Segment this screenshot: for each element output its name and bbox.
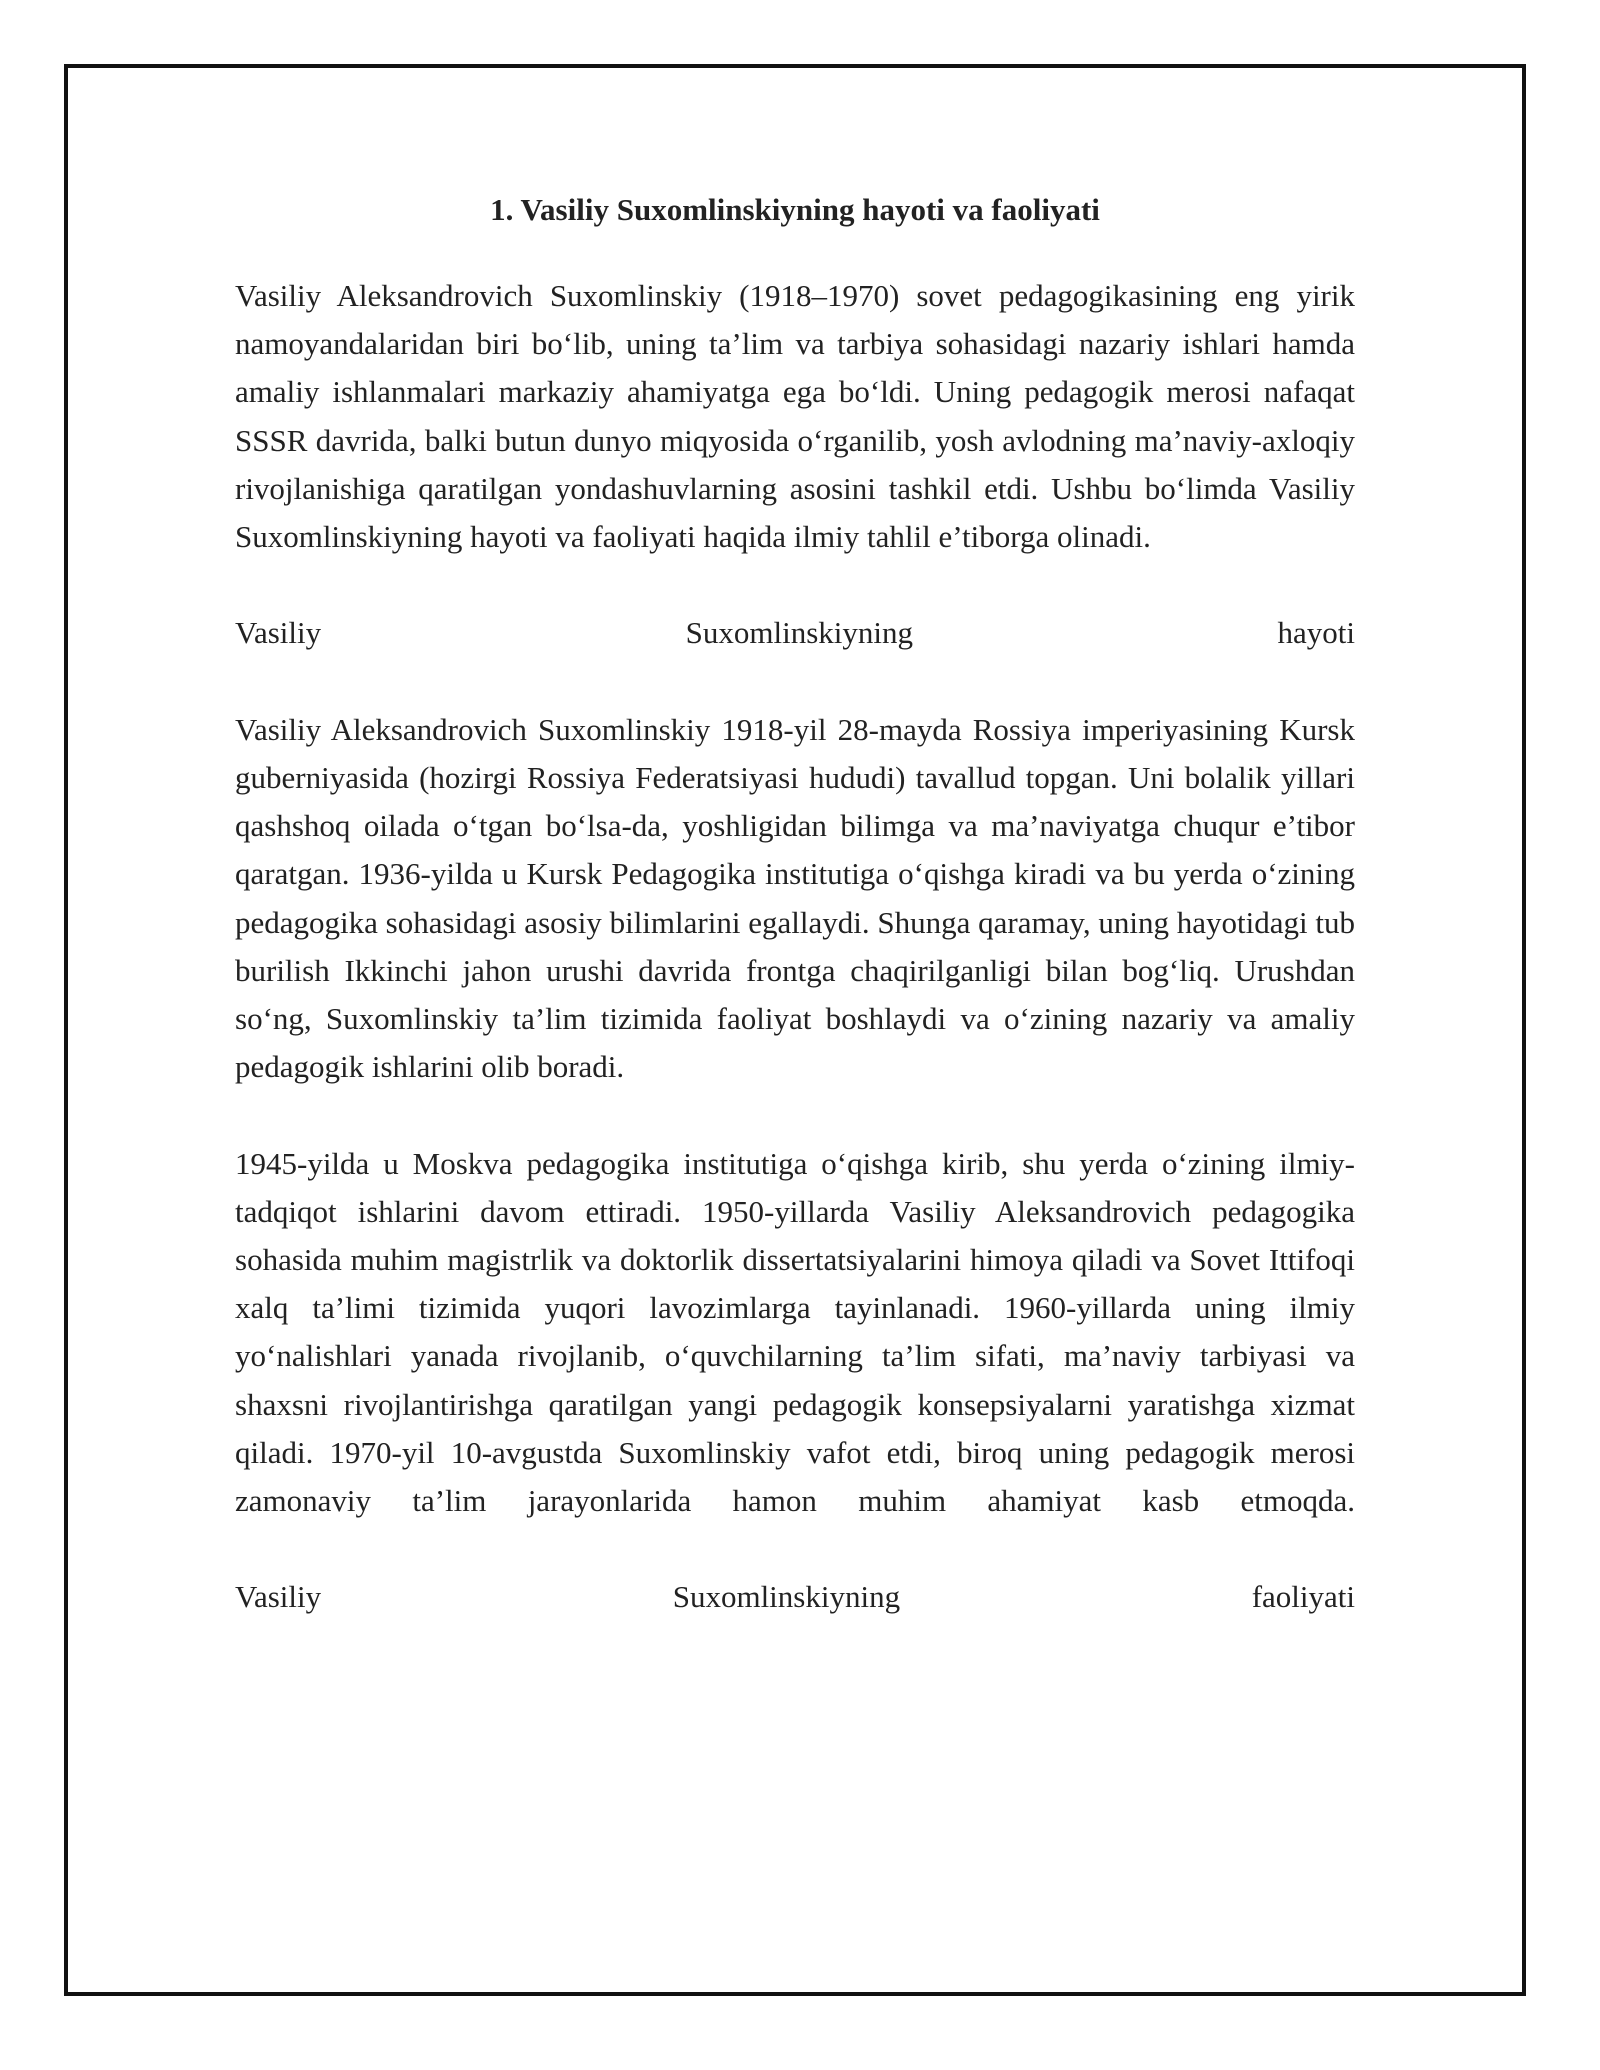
biography-paragraph-1: Vasiliy Aleksandrovich Suxomlinskiy 1918-yil 28-mayda Rossiya imperiyasining Kursk guberniyasida (hozirgi Rossiya Federatsiyasi hududi) tavallud topgan. Uni bolalik yillari qashshoq oilada o‘tgan bo‘lsa-da, yoshligidan bilimga va ma’naviyatga chuqur e’tibor qaratgan. 1936-yilda u Kursk Pedagogika institutiga o‘qishga kiradi va bu yerda o‘zining pedagogika sohasidagi asosiy bilimlarini egallaydi. Shunga qaramay, uning hayotidagi tub burilish Ikkinchi jahon urushi davrida frontga chaqirilganligi bilan bog‘liq. Urushdan so‘ng, Suxomlinskiy ta’lim tizimida faoliyat boshlaydi va o‘zining nazariy va amaliy pedagogik ishlarini olib boradi. (235, 711, 1355, 1085)
heading-word: Suxomlinskiyning (672, 1579, 901, 1615)
heading-word: hayoti (1277, 615, 1355, 651)
heading-word: Vasiliy (235, 615, 322, 651)
paragraph-spacer (235, 658, 1355, 706)
heading-word: faoliyati (1251, 1579, 1355, 1615)
paragraph-spacer (235, 561, 1355, 609)
intro-paragraph: Vasiliy Aleksandrovich Suxomlinskiy (1918–1970) sovet pedagogikasining eng yirik namoyandalaridan biri bo‘lib, uning ta’lim va tarbiya sohasidagi nazariy ishlari hamda amaliy ishlanmalari markaziy ahamiyatga ega bo‘ldi. Uning pedagogik merosi nafaqat SSSR davrida, balki butun dunyo miqyosida o‘rganilib, yosh avlodning ma’naviy-axloqiy rivojlanishiga qaratilgan yondashuvlarning asosini tashkil etdi. Ushbu bo‘limda Vasiliy Suxomlinskiyning hayoti va faoliyati haqida ilmiy tahlil e’tiborga olinadi. (235, 278, 1355, 555)
section-heading-hayoti (235, 609, 1355, 657)
paragraph-spacer (235, 1525, 1355, 1573)
document-title: 1. Vasiliy Suxomlinskiyning hayoti va faoliyati (490, 192, 1100, 227)
heading-word: Vasiliy (235, 1579, 322, 1615)
section-heading-faoliyati (235, 1573, 1355, 1621)
paragraph-spacer (235, 1091, 1355, 1139)
biography-paragraph-2: 1945-yilda u Moskva pedagogika institutiga o‘qishga kirib, shu yerda o‘zining ilmiy-tadqiqot ishlarini davom ettiradi. 1950-yillarda Vasiliy Aleksandrovich pedagogika sohasida muhim magistrlik va doktorlik dissertatsiyalarini himoya qiladi va Sovet Ittifoqi xalq ta’limi tizimida yuqori lavozimlarga tayinlanadi. 1960-yillarda uning ilmiy yo‘nalishlari yanada rivojlanib, o‘quvchilarning ta’lim sifati, ma’naviy tarbiyasi va shaxsni rivojlantirishga qaratilgan yangi pedagogik konsepsiyalarni yaratishga xizmat qiladi. 1970-yil 10-avgustda Suxomlinskiy vafot etdi, biroq uning pedagogik merosi zamonaviy ta’lim jarayonlarida hamon muhim ahamiyat kasb etmoqda. (235, 1145, 1355, 1519)
document-body (235, 188, 1355, 1622)
heading-word: Suxomlinskiyning (685, 615, 913, 651)
